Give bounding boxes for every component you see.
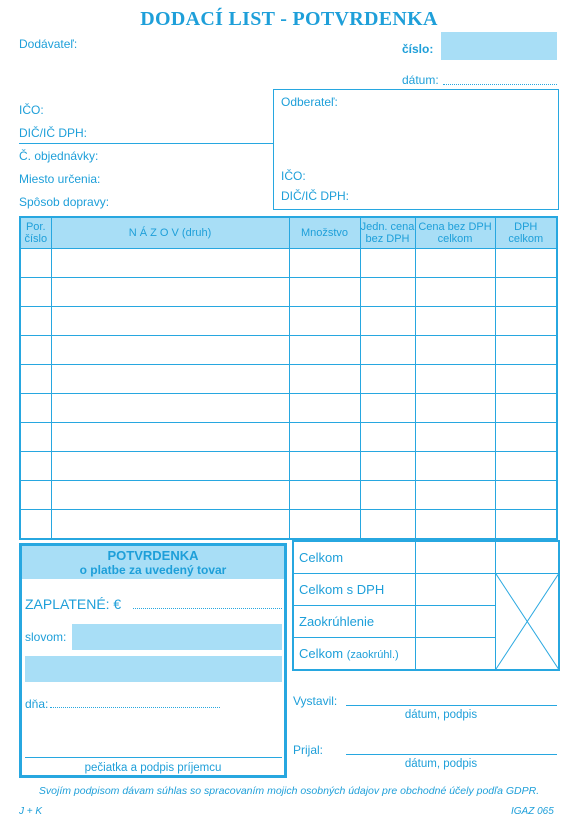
customer-ico-label: IČO: — [281, 169, 306, 183]
confirmation-header — [22, 546, 284, 579]
table-row — [20, 423, 557, 452]
table-row — [20, 365, 557, 394]
supplier-label: Dodávateľ: — [19, 37, 78, 51]
footer-left: J + K — [19, 806, 43, 817]
table-row — [20, 278, 557, 307]
row-vat-total-cell[interactable] — [495, 452, 557, 481]
row-total-no-vat-cell[interactable] — [415, 278, 495, 307]
day-field[interactable] — [50, 707, 220, 708]
row-total-no-vat-cell[interactable] — [415, 394, 495, 423]
received-caption: dátum, podpis — [404, 758, 478, 770]
table-row — [20, 481, 557, 510]
date-field[interactable] — [443, 84, 557, 85]
date-label: dátum: — [402, 73, 439, 87]
number-label: číslo: — [402, 42, 434, 56]
row-total-no-vat-cell[interactable] — [415, 423, 495, 452]
row-quantity-cell[interactable] — [289, 510, 360, 540]
row-quantity-cell[interactable] — [289, 394, 360, 423]
cross-out-mark — [496, 574, 559, 669]
total-rounded-text: Celkom — [299, 646, 344, 661]
row-vat-total-cell[interactable] — [495, 510, 557, 540]
row-quantity-cell[interactable] — [289, 481, 360, 510]
separator-line — [19, 143, 273, 144]
totals-row — [293, 541, 559, 574]
row-total-no-vat-cell[interactable] — [415, 365, 495, 394]
row-order-cell[interactable] — [20, 481, 51, 510]
rounding-value[interactable] — [415, 606, 495, 638]
total-with-vat-value[interactable] — [415, 574, 495, 606]
row-quantity-cell[interactable] — [289, 452, 360, 481]
row-name-cell[interactable] — [51, 278, 289, 307]
received-signature-line[interactable] — [346, 754, 557, 755]
customer-label: Odberateľ: — [281, 95, 338, 109]
total-vat-value[interactable] — [495, 541, 559, 574]
table-row — [20, 394, 557, 423]
ico-label: IČO: — [19, 103, 44, 117]
row-order-cell[interactable] — [20, 394, 51, 423]
transport-label: Spôsob dopravy: — [19, 195, 110, 209]
row-name-cell[interactable] — [51, 365, 289, 394]
row-vat-total-cell[interactable] — [495, 481, 557, 510]
issued-caption: dátum, podpis — [404, 709, 478, 721]
table-row — [20, 249, 557, 278]
row-total-no-vat-cell[interactable] — [415, 249, 495, 278]
row-order-cell[interactable] — [20, 278, 51, 307]
paid-amount-field[interactable] — [133, 608, 282, 609]
col-header-vat-total: DPH celkom — [495, 217, 557, 249]
day-label: dňa: — [25, 697, 49, 711]
issued-label: Vystavil: — [293, 694, 338, 708]
row-vat-total-cell[interactable] — [495, 278, 557, 307]
col-header-name: N Á Z O V (druh) — [51, 217, 289, 249]
row-unit-price-cell[interactable] — [360, 394, 415, 423]
gdpr-notice: Svojím podpisom dávam súhlas so spracovaním mojich osobných údajov pre obchodné účely podľa GDPR. — [38, 785, 540, 797]
row-unit-price-cell[interactable] — [360, 452, 415, 481]
dic-label: DIČ/IČ DPH: — [19, 126, 88, 140]
total-rounded-label — [293, 638, 415, 671]
footer-code: IGAZ 065 — [511, 806, 554, 817]
total-with-vat-label: Celkom s DPH — [293, 574, 415, 606]
totals-table — [292, 540, 560, 671]
row-quantity-cell[interactable] — [289, 365, 360, 394]
row-total-no-vat-cell[interactable] — [415, 481, 495, 510]
customer-dic-label: DIČ/IČ DPH: — [281, 189, 350, 203]
total-label: Celkom — [293, 541, 415, 574]
items-table — [19, 216, 558, 540]
rounding-label: Zaokrúhlenie — [293, 606, 415, 638]
row-unit-price-cell[interactable] — [360, 249, 415, 278]
row-name-cell[interactable] — [51, 510, 289, 540]
total-rounded-suffix: (zaokrúhl.) — [346, 649, 399, 661]
row-vat-total-cell[interactable] — [495, 423, 557, 452]
row-name-cell[interactable] — [51, 249, 289, 278]
table-row — [20, 452, 557, 481]
row-name-cell[interactable] — [51, 423, 289, 452]
col-header-quantity: Množstvo — [289, 217, 360, 249]
confirmation-title: POTVRDENKA — [107, 548, 199, 563]
row-vat-total-cell[interactable] — [495, 365, 557, 394]
words-field-line2[interactable] — [25, 656, 282, 682]
received-label: Prijal: — [293, 743, 324, 757]
issued-signature-line[interactable] — [346, 705, 557, 706]
row-total-no-vat-cell[interactable] — [415, 452, 495, 481]
row-unit-price-cell[interactable] — [360, 307, 415, 336]
row-order-cell[interactable] — [20, 452, 51, 481]
row-name-cell[interactable] — [51, 307, 289, 336]
row-total-no-vat-cell[interactable] — [415, 510, 495, 540]
number-field[interactable] — [441, 32, 557, 60]
document-title: DODACÍ LIST - POTVRDENKA — [140, 8, 438, 30]
col-header-total-no-vat: Cena bez DPH celkom — [415, 217, 495, 249]
row-quantity-cell[interactable] — [289, 307, 360, 336]
crossed-cell — [495, 574, 559, 671]
row-order-cell[interactable] — [20, 423, 51, 452]
words-field[interactable] — [72, 624, 282, 650]
row-total-no-vat-cell[interactable] — [415, 336, 495, 365]
row-name-cell[interactable] — [51, 394, 289, 423]
table-row — [20, 307, 557, 336]
row-name-cell[interactable] — [51, 336, 289, 365]
row-order-cell[interactable] — [20, 249, 51, 278]
table-row — [20, 336, 557, 365]
row-total-no-vat-cell[interactable] — [415, 307, 495, 336]
row-order-cell[interactable] — [20, 365, 51, 394]
row-quantity-cell[interactable] — [289, 249, 360, 278]
row-order-cell[interactable] — [20, 336, 51, 365]
table-row — [20, 510, 557, 540]
col-header-unit-price: Jedn. cena bez DPH — [360, 217, 415, 249]
total-value[interactable] — [415, 541, 495, 574]
total-rounded-value[interactable] — [415, 638, 495, 671]
destination-label: Miesto určenia: — [19, 172, 101, 186]
words-label: slovom: — [25, 630, 67, 644]
table-header-row — [20, 217, 557, 249]
row-unit-price-cell[interactable] — [360, 423, 415, 452]
confirmation-subtitle: o platbe za uvedený tovar — [79, 563, 227, 577]
row-name-cell[interactable] — [51, 481, 289, 510]
row-quantity-cell[interactable] — [289, 278, 360, 307]
row-vat-total-cell[interactable] — [495, 336, 557, 365]
row-vat-total-cell[interactable] — [495, 249, 557, 278]
stamp-caption: pečiatka a podpis príjemcu — [84, 762, 222, 774]
row-order-cell[interactable] — [20, 510, 51, 540]
row-unit-price-cell[interactable] — [360, 365, 415, 394]
paid-label: ZAPLATENÉ: € — [25, 596, 122, 612]
row-vat-total-cell[interactable] — [495, 307, 557, 336]
row-unit-price-cell[interactable] — [360, 481, 415, 510]
row-name-cell[interactable] — [51, 452, 289, 481]
col-header-order: Por. číslo — [20, 217, 51, 249]
signature-line[interactable] — [25, 757, 282, 758]
row-order-cell[interactable] — [20, 307, 51, 336]
row-quantity-cell[interactable] — [289, 423, 360, 452]
row-unit-price-cell[interactable] — [360, 278, 415, 307]
row-quantity-cell[interactable] — [289, 336, 360, 365]
totals-row — [293, 574, 559, 606]
row-vat-total-cell[interactable] — [495, 394, 557, 423]
row-unit-price-cell[interactable] — [360, 510, 415, 540]
row-unit-price-cell[interactable] — [360, 336, 415, 365]
order-number-label: Č. objednávky: — [19, 149, 99, 163]
